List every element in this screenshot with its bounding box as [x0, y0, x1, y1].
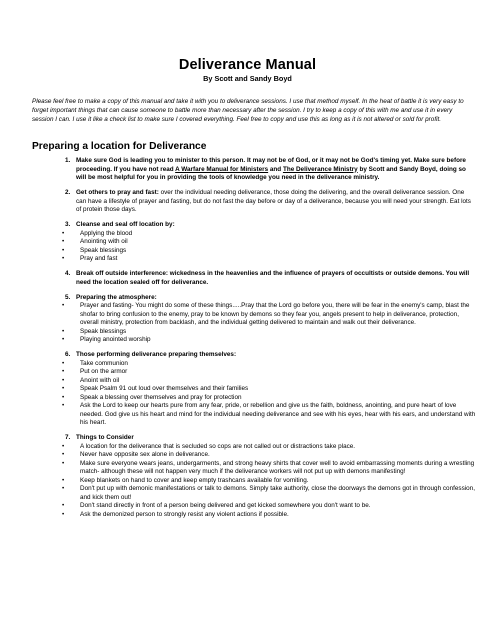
checklist-item-4 — [36, 270, 476, 287]
list-item: • Anoint with oil — [62, 376, 120, 384]
item-number: 1. — [65, 157, 71, 164]
bullet-icon: • — [62, 385, 65, 392]
list-item: • Don't stand directly in front of a person being delivered and get kicked somewhere you don't want to be. — [62, 502, 371, 509]
list-item: • Prayer and fasting- You might do some of these things.....Pray that the Lord go before you, there will be fear in the enemy's camp, blast the shofar to bring confusion to the enemy, pray to be known by demons so they fear you, angels present to help in deliverance, protection, overall ministry, protection from backlash, and the individual getting delivered to maintain and walk out their deliverance. — [62, 302, 470, 326]
bullet-icon: • — [62, 255, 65, 262]
item-number: 5. — [65, 293, 71, 301]
bullet-icon: • — [62, 402, 65, 409]
item-7-title: Things to Consider — [76, 434, 134, 441]
item-5-title: Preparing the atmosphere: — [76, 293, 157, 301]
item-1-text-a: Make sure God is leading you to minister to this person. It may not be of God, or it may not be God's timing yet. Make sure before proceeding. If you have not read — [76, 157, 466, 173]
item-3-title: Cleanse and seal off location by: — [76, 221, 175, 228]
list-item: • Don't put up with demonic manifestations or talk to demons. Simply take authority, close the doorways the demons got in through confession, and kick them out! — [62, 485, 475, 501]
list-item: • Pray and fast — [62, 255, 118, 262]
item-4-title: Break off outside interference: wickedness in the heavenlies and the influence of prayers of occultists or outside demons. You will need the location sealed off for deliverance. — [76, 270, 470, 286]
bullet-icon: • — [62, 229, 65, 237]
bullet-list — [36, 443, 476, 520]
list-item: • Playing anointed worship — [62, 336, 151, 343]
list-item: • Make sure everyone wears jeans, undergarments, and strong heavy shirts that cover well to avoid embarrassing moments during a wrestling match- although these will not happen very much if the deliverance workers will not put up with demons manifesting! — [62, 459, 475, 475]
bullet-icon: • — [62, 393, 65, 401]
bullet-icon: • — [62, 459, 65, 467]
item-1-text-c: by Scott and Sandy Boyd, doing so will be most helpful for you in providing the tools of knowledge you need in the deliverance ministry. — [76, 165, 466, 181]
item-number: 4. — [65, 270, 71, 277]
bullet-icon: • — [62, 359, 65, 367]
checklist-item-2 — [36, 189, 476, 215]
bullet-icon: • — [62, 485, 65, 492]
bullet-list — [36, 360, 476, 428]
bullet-icon: • — [62, 246, 65, 254]
list-item: • Ask the demonized person to strongly resist any violent actions if possible. — [62, 510, 289, 518]
bullet-icon: • — [62, 376, 65, 384]
item-number: 2. — [65, 189, 71, 196]
list-item: • Put on the armor — [62, 368, 128, 375]
bullet-icon: • — [62, 336, 65, 343]
list-item: • Speak blessings — [62, 327, 127, 335]
checklist-item-7 — [36, 434, 476, 519]
list-item: • Anointing with oil — [62, 238, 128, 245]
list-item: • Take communion — [62, 359, 128, 367]
list-item: • Speak Psalm 91 out loud over themselves and their families — [62, 385, 249, 392]
bullet-list — [36, 230, 476, 264]
item-6-title: Those performing deliverance preparing themselves: — [76, 351, 237, 358]
document-title: Deliverance Manual — [178, 57, 317, 73]
list-item: • A location for the deliverance that is secluded so cops are not called out or distractions take place. — [62, 442, 356, 450]
item-number: 3. — [65, 221, 71, 228]
item-number: 6. — [65, 351, 71, 358]
item-number: 7. — [65, 434, 71, 441]
checklist-item-5 — [36, 294, 476, 345]
bullet-list — [36, 302, 476, 345]
deliverance-ministry-link[interactable]: The Deliverance Ministry — [282, 165, 358, 173]
bullet-icon: • — [62, 451, 65, 458]
item-2-body: over the individual needing deliverance, those doing the delivering, and the overall deliverance session. One can have a lifestyle of prayer and fasting, but do not fast the day before or day of a deliverance, because you will need your strength. Eat lots of protein those days. — [76, 189, 471, 213]
section-heading: Preparing a location for Deliverance — [32, 141, 207, 152]
list-item: • Never have opposite sex alone in deliverance. — [62, 451, 210, 458]
bullet-icon: • — [62, 302, 65, 309]
checklist-item-6 — [36, 351, 476, 428]
warfare-manual-link[interactable]: A Warfare Manual for Ministers — [175, 165, 269, 173]
checklist — [36, 157, 476, 526]
checklist-item-3 — [36, 221, 476, 264]
bullet-icon: • — [62, 442, 65, 450]
list-item: • Ask the Lord to keep our hearts pure from any fear, pride, or rebellion and give us the faith, boldness, anointing, and pure heart of love needed. God give us his heart and mind for the individual needing deliverance and see with his eyes, hear with his ears, and understand with his heart. — [62, 402, 476, 426]
item-2-title: Get others to pray and fast: — [76, 189, 159, 196]
list-item: • Applying the blood — [62, 229, 133, 237]
list-item: • Keep blankets on hand to cover and keep empty trashcans available for vomiting. — [62, 476, 309, 484]
bullet-icon: • — [62, 368, 65, 375]
list-item: • Speak a blessing over themselves and pray for protection — [62, 393, 242, 401]
item-1-text-b: and — [268, 165, 283, 173]
list-item: • Speak blessings — [62, 246, 127, 254]
bullet-icon: • — [62, 502, 65, 509]
bullet-icon: • — [62, 476, 65, 484]
bullet-icon: • — [62, 327, 65, 335]
bullet-icon: • — [62, 510, 65, 518]
document-byline: By Scott and Sandy Boyd — [203, 74, 292, 83]
bullet-icon: • — [62, 238, 65, 245]
checklist-item-1 — [36, 157, 476, 183]
intro-paragraph: Please feel free to make a copy of this manual and take it with you to deliverance sessions. I use that method myself. In the heat of battle it is very easy to forget important things that can cause someone to battle more than necessary after the session. I try to keep a copy of this with me and use it in every session I can. I use it like a check list to make sure I covered everything. Feel free to copy and use this as long as it is not altered or sold for profit. — [32, 98, 464, 123]
